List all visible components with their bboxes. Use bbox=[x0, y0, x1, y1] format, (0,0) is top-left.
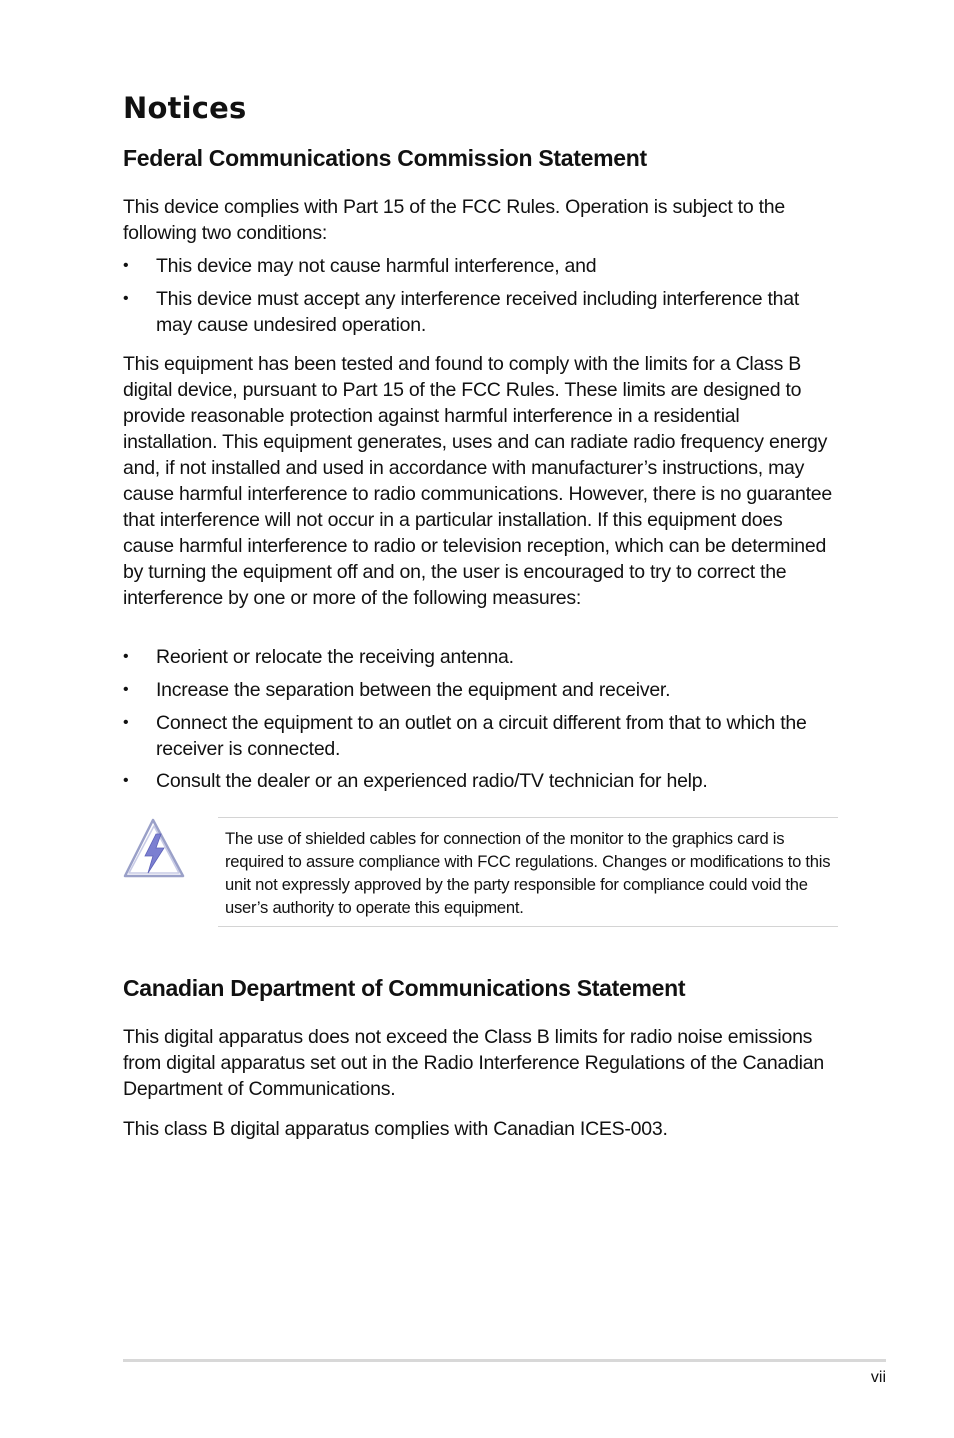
list-item bbox=[123, 644, 835, 670]
list-item bbox=[123, 677, 835, 703]
measure-text: Reorient or relocate the receiving antenna. bbox=[156, 646, 514, 668]
page-number: vii bbox=[870, 1369, 886, 1386]
list-item bbox=[123, 253, 835, 279]
canadian-heading: Canadian Department of Communications Statement bbox=[123, 975, 686, 1001]
compliance-note bbox=[218, 817, 838, 927]
condition-text: This device may not cause harmful interference, and bbox=[156, 255, 597, 277]
measure-text: Consult the dealer or an experienced radio/TV technician for help. bbox=[156, 770, 708, 792]
bullet-icon: • bbox=[123, 648, 129, 665]
bullet-icon: • bbox=[123, 681, 129, 698]
canadian-paragraph-1: This digital apparatus does not exceed the Class B limits for radio noise emissions from digital apparatus set out in the Radio Interference Regulations of the Canadian Department of Communications. bbox=[123, 1026, 824, 1100]
fcc-body: This equipment has been tested and found to comply with the limits for a Class B digital device, pursuant to Part 15 of the FCC Rules. These limits are designed to provide reasonable protection against harmful interference in a residential installation. This equipment generates, uses and can radiate radio frequency energy and, if not installed and used in accordance with manufacturer’s instructions, may cause harmful interference to radio communications. However, there is no guarantee that interference will not occur in a particular installation. If this equipment does cause harmful interference to radio or television reception, which can be determined by turning the equipment off and on, the user is encouraged to try to correct the interference by one or more of the following measures: bbox=[123, 353, 832, 609]
bullet-icon: • bbox=[123, 290, 129, 307]
page-title: Notices bbox=[123, 91, 247, 125]
fcc-heading: Federal Communications Commission Statement bbox=[123, 145, 647, 171]
fcc-intro: This device complies with Part 15 of the FCC Rules. Operation is subject to the following two conditions: bbox=[123, 196, 785, 244]
bullet-icon: • bbox=[123, 714, 129, 731]
measure-text: Increase the separation between the equipment and receiver. bbox=[156, 679, 671, 701]
list-item bbox=[123, 768, 835, 794]
bullet-icon: • bbox=[123, 772, 129, 789]
footer-divider bbox=[123, 1359, 886, 1362]
condition-text: This device must accept any interference received including interference that may cause undesired operation. bbox=[156, 288, 800, 336]
bullet-icon: • bbox=[123, 257, 129, 274]
canadian-paragraph-2: This class B digital apparatus complies with Canadian ICES-003. bbox=[123, 1118, 668, 1140]
warning-lightning-icon bbox=[123, 818, 185, 880]
measure-text: Connect the equipment to an outlet on a circuit different from that to which the receiver is connected. bbox=[156, 712, 807, 760]
list-item bbox=[123, 286, 835, 338]
note-text: The use of shielded cables for connection of the monitor to the graphics card is required to assure compliance with FCC regulations. Changes or modifications to this unit not expressly approved by the party responsible for compliance could void the user’s authority to operate this equipment. bbox=[225, 829, 831, 917]
list-item bbox=[123, 710, 835, 762]
